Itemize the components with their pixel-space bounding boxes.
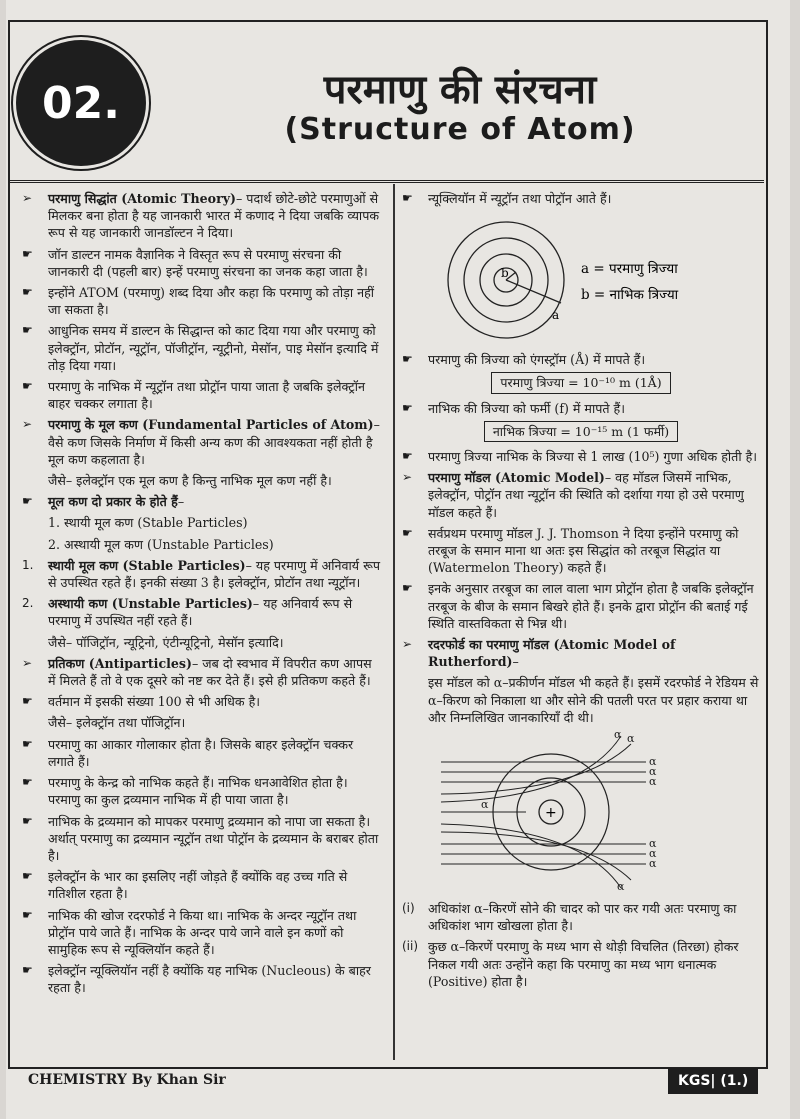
note-item — [22, 378, 382, 412]
rutherford-scattering-diagram — [431, 732, 731, 892]
label-b: b = नाभिक त्रिज्या — [581, 287, 679, 304]
pointer-icon: ☛ — [22, 907, 33, 922]
pointer-icon: ☛ — [22, 813, 33, 828]
note-text: 2. अस्थायी मूल कण (Unstable Particles) — [48, 536, 274, 552]
fermi-note-text: नाभिक की त्रिज्या को फर्मी (f) में मापते हैं। — [428, 400, 626, 416]
note-heading: मूल कण दो प्रकार के होते हैं — [48, 494, 178, 510]
nucleon-note-text: न्यूक्लियॉन में न्यूट्रॉन तथा पोट्रॉन आते हैं। — [428, 191, 612, 206]
note-heading: स्थायी मूल कण (Stable Particles) — [48, 557, 246, 573]
arrow-bullet-icon: ➢ — [22, 655, 33, 670]
note-item — [22, 557, 382, 591]
alpha-label: α — [614, 732, 622, 742]
note-item — [22, 736, 382, 770]
pointer-icon: ☛ — [22, 869, 33, 884]
pointer-icon: ☛ — [22, 285, 33, 300]
alpha-label: α — [481, 798, 489, 812]
note-heading: परमाणु के मूल कण (Fundamental Particles of Atom) — [48, 417, 374, 433]
note-text: इस मॉडल को α–प्रकीर्णन मॉडल भी कहते हैं। इसमें रदरफोर्ड ने रेडियम से α–किरण को निकाला था और सोने की पतली परत पर प्रहार कराया था और निम्नलिखित जानकारियाँ दी थी। — [428, 675, 759, 725]
nucleus-plus: + — [545, 805, 557, 822]
column-divider — [393, 184, 395, 1060]
list-number: 2. — [22, 596, 34, 611]
note-item — [22, 962, 382, 996]
formula-atom-radius-text: परमाणु त्रिज्या = 10⁻¹⁰ m (1Å) — [491, 372, 670, 393]
alpha-label: α — [649, 775, 657, 789]
conclusion-item — [402, 938, 760, 990]
right-notes — [402, 448, 760, 726]
note-text: इनके अनुसार तरबूज का लाल वाला भाग प्रोट्रॉन होता है जबकि इलेक्ट्रॉन तरबूज के बीज के समान बिखरे होते हैं। इनके द्वारा प्रोट्रॉन की बताई गई स्थिति वास्तविकता से भिन्न थी। — [428, 581, 754, 631]
note-item — [22, 246, 382, 280]
conclusion-item — [402, 900, 760, 934]
list-number: 1. — [22, 557, 34, 572]
note-item — [22, 284, 382, 318]
note-heading: परमाणु मॉडल (Atomic Model) — [428, 470, 605, 486]
label-a: a = परमाणु त्रिज्या — [581, 261, 678, 278]
alpha-rays — [441, 736, 646, 888]
note-item — [22, 595, 382, 629]
note-text: इलेक्ट्रॉन न्यूक्लियॉन नहीं है क्योंकि यह नाभिक (Nucleous) के बाहर रहता है। — [48, 963, 371, 996]
nucleon-note — [402, 190, 760, 207]
note-item — [22, 714, 382, 731]
note-item — [22, 472, 382, 489]
note-text: परमाणु त्रिज्या नाभिक के त्रिज्या से 1 लाख (10⁵) गुणा अधिक होती है। — [428, 449, 758, 465]
pointer-icon: ☛ — [402, 449, 413, 464]
note-text: नाभिक के द्रव्यमान को मापकर परमाणु द्रव्यमान को नापा जा सकता है। अर्थात् परमाणु का द्रव्यमान न्यूट्रॉन तथा पोट्रॉन के द्रव्यमान के बराबर होता है। — [48, 813, 379, 863]
note-item — [402, 448, 760, 465]
alpha-label: α — [627, 732, 635, 746]
rutherford-conclusions — [402, 900, 760, 990]
fermi-note — [402, 400, 760, 417]
chapter-title-english: (Structure of Atom) — [284, 112, 636, 147]
pointer-icon: ☛ — [22, 963, 33, 978]
right-column — [402, 190, 760, 994]
note-item — [402, 469, 760, 521]
deflected-ray-line — [441, 736, 621, 802]
chapter-number-badge: 02. — [16, 40, 146, 166]
note-text: – यह परमाणु में अनिवार्य रूप से उपस्थित रहते हैं। इनकी संख्या 3 है। इलेक्ट्रॉन, प्रोटॉन तथा न्यूट्रॉन। — [48, 557, 381, 591]
arrow-bullet-icon: ➢ — [22, 191, 33, 205]
pointer-icon: ☛ — [402, 581, 413, 596]
note-text: इलेक्ट्रॉन के भार का इसलिए नहीं जोड़ते हैं क्योंकि वह उच्च गति से गतिशील रहता है। — [48, 869, 348, 902]
angstrom-note — [402, 351, 760, 368]
pointer-icon: ☛ — [22, 736, 33, 751]
alpha-label: α — [649, 765, 657, 779]
note-text: – वह मॉडल जिसमें नाभिक, इलेक्ट्रॉन, पोट्रॉन तथा न्यूट्रॉन की स्थिति को दर्शाया गया हो उसे परमाणु मॉडल कहते हैं। — [428, 470, 744, 520]
formula-nucleus-radius — [402, 421, 760, 442]
note-item — [402, 580, 760, 632]
note-text: परमाणु के नाभिक में न्यूट्रॉन तथा प्रोट्रॉन पाया जाता है जबकि इलेक्ट्रॉन बाहर चक्कर लगाता है। — [48, 379, 365, 412]
mark-a: a — [552, 308, 560, 323]
alpha-label: α — [649, 847, 657, 861]
note-text: आधुनिक समय में डाल्टन के सिद्धान्त को काट दिया गया और परमाणु को इलेक्ट्रॉन, प्रोटॉन, न्यूट्रॉन, पॉजीट्रॉन, न्यूट्रीनो, मेसॉन, पाइ मेसॉन इत्यादि में तोड़ दिया गया। — [48, 323, 379, 373]
arrow-bullet-icon: ➢ — [22, 417, 33, 432]
note-item — [22, 868, 382, 902]
conclusion-number: (ii) — [402, 939, 419, 954]
pointer-icon: ☛ — [402, 352, 413, 367]
note-heading: परमाणु सिद्धांत (Atomic Theory) — [48, 191, 236, 206]
note-item — [22, 514, 382, 531]
note-heading: रदरफोर्ड का परमाणु मॉडल (Atomic Model of Rutherford) — [428, 637, 676, 670]
note-item — [22, 813, 382, 865]
alpha-label: α — [649, 837, 657, 851]
pointer-icon: ☛ — [22, 379, 33, 394]
formula-atom-radius — [402, 372, 760, 393]
note-text: जैसे– इलेक्ट्रॉन तथा पॉजिट्रॉन। — [48, 715, 186, 731]
footer-title: CHEMISTRY By Khan Sir — [28, 1072, 226, 1088]
pointer-icon: ☛ — [22, 694, 33, 709]
note-text: परमाणु के केन्द्र को नाभिक कहते हैं। नाभिक धनआवेशित होता है। परमाणु का कुल द्रव्यमान नाभिक में ही पाया जाता है। — [48, 775, 348, 808]
note-item — [22, 322, 382, 374]
atom-radius-line — [506, 280, 561, 303]
note-item — [402, 674, 760, 726]
note-text: जॉन डाल्टन नामक वैज्ञानिक ने विस्तृत रूप से परमाणु संरचना की जानकारी दी (पहली बार) इन्हें परमाणु संरचना का जनक कहा जाता है। — [48, 246, 368, 279]
conclusion-number: (i) — [402, 901, 415, 916]
note-item — [22, 907, 382, 959]
left-column — [22, 190, 382, 1001]
footer-page-tag: KGS| (1.) — [668, 1068, 758, 1094]
note-item — [22, 536, 382, 553]
alpha-label: α — [649, 755, 657, 769]
chapter-title-hindi: परमाणु की संरचना — [323, 67, 597, 113]
note-item — [402, 525, 760, 577]
note-item — [22, 774, 382, 808]
note-item — [22, 655, 382, 689]
alpha-label: α — [649, 857, 657, 871]
note-text: – यह अनिवार्य रूप से परमाणु में उपस्थित नहीं रहते हैं। — [48, 596, 353, 629]
note-item — [22, 634, 382, 651]
pointer-icon: ☛ — [402, 191, 413, 205]
note-item — [22, 693, 382, 710]
pointer-icon: ☛ — [22, 246, 33, 261]
note-item — [402, 636, 760, 670]
note-text: – वैसे कण जिसके निर्माण में किसी अन्य कण की आवश्यकता नहीं होती है मूल कण कहलाता है। — [48, 417, 380, 467]
note-text: – पदार्थ छोटे-छोटे परमाणुओं से मिलकर बना होता है यह जानकारी भारत में कणाद ने दिया जबकि व्यापक रूप से यह जानकारी जानडॉल्टन ने दिया। — [48, 191, 380, 241]
note-item — [22, 416, 382, 468]
note-text: – जब दो स्वभाव में विपरीत कण आपस में मिलते हैं तो वे एक दूसरे को नष्ट कर देते हैं। इसे ही प्रतिकण कहते हैं। — [48, 655, 372, 689]
pointer-icon: ☛ — [22, 323, 33, 338]
pointer-icon: ☛ — [402, 525, 413, 540]
conclusion-text: अधिकांश α–किरणें सोने की चादर को पार कर गयी अतः परमाणु का अधिकांश भाग खोखला होता है। — [428, 901, 737, 934]
note-item — [22, 493, 382, 510]
note-text: – — [512, 654, 519, 670]
note-text: परमाणु का आकार गोलाकार होता है। जिसके बाहर इलेक्ट्रॉन चक्कर लगाते हैं। — [48, 736, 354, 769]
pointer-icon: ☛ — [22, 775, 33, 790]
alpha-label: α — [617, 880, 625, 893]
note-text: जैसे– इलेक्ट्रॉन एक मूल कण है किन्तु नाभिक मूल कण नहीं है। — [48, 473, 332, 489]
mark-b: b — [501, 266, 509, 281]
note-text: 1. स्थायी मूल कण (Stable Particles) — [48, 515, 248, 531]
note-text: – — [177, 494, 185, 510]
arrow-bullet-icon: ➢ — [402, 470, 413, 485]
note-heading: प्रतिकण (Antiparticles) — [48, 655, 192, 671]
note-text: जैसे– पॉजिट्रॉन, न्यूट्रिनो, एंटीन्यूट्रिनो, मेसॉन इत्यादि। — [48, 634, 284, 650]
conclusion-text: कुछ α–किरणें परमाणु के मध्य भाग से थोड़ी विचलित (तिरछा) होकर निकल गयी अतः उन्होंने कहा कि परमाणु का मध्य भाग धनात्मक (Positive) होता है। — [428, 939, 739, 989]
pointer-icon: ☛ — [402, 400, 413, 415]
formula-nucleus-radius-text: नाभिक त्रिज्या = 10⁻¹⁵ m (1 फर्मी) — [484, 421, 678, 442]
note-text: इन्होंने ATOM (परमाणु) शब्द दिया और कहा कि परमाणु को तोड़ा नहीं जा सकता है। — [48, 285, 375, 318]
note-text: नाभिक की खोज रदरफोर्ड ने किया था। नाभिक के अन्दर न्यूट्रॉन तथा प्रोट्रॉन पाये जाते हैं। नाभिक के अन्दर पाये जाने वाले इन कणों को सामुहिक रूप से न्यूक्लियॉन कहते हैं। — [48, 907, 357, 957]
pointer-icon: ☛ — [22, 494, 33, 509]
note-text: सर्वप्रथम परमाणु मॉडल J. J. Thomson ने दिया इन्होंने परमाणु को तरबूज के समान माना था अतः इस सिद्धांत को तरबूज सिद्धांत या (Watermelon Theory) कहते हैं। — [428, 525, 739, 576]
atom-radius-diagram — [431, 215, 731, 345]
note-heading: अस्थायी कण (Unstable Particles) — [48, 596, 253, 612]
note-item — [22, 190, 382, 242]
angstrom-note-text: परमाणु की त्रिज्या को एंगस्ट्रॉम (Å) में मापते हैं। — [428, 352, 646, 368]
arrow-bullet-icon: ➢ — [402, 637, 413, 652]
note-text: वर्तमान में इसकी संख्या 100 से भी अधिक है। — [48, 694, 261, 710]
